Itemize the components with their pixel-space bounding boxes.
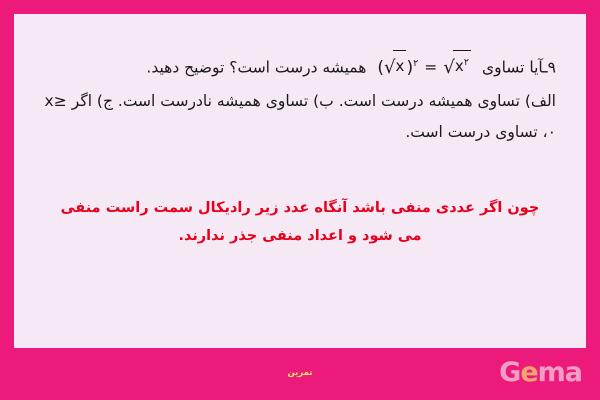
left-radical-sup: ۲ <box>463 57 470 68</box>
radical-left-content: $x^۲$ <box>453 50 471 81</box>
radical-right-group: (√x )$^۲$ <box>376 50 419 86</box>
answer-text: چون اگر عددی منفی باشد آنگاه عدد زیر رادیکال سمت راست منفی می شود و اعداد منفی جذر ندارند. <box>60 200 540 245</box>
right-group-sup: ۲ <box>413 58 419 69</box>
equals-sign: = <box>424 58 438 76</box>
radical-right-content: x <box>393 50 406 81</box>
slide-content <box>14 14 586 348</box>
slide-page <box>14 14 586 348</box>
radical-left: $√x^۲$ <box>442 50 472 86</box>
footer-label: تمرین <box>287 368 313 378</box>
math-expression <box>376 50 472 86</box>
question-text-before: آیا تساوی <box>481 58 544 77</box>
question-options-line: الف) تساوی همیشه درست است. ب) تساوی همیشه نادرست است. ج) اگر ‌x≥ ۰، تساوی درست است. <box>44 92 556 141</box>
watermark-logo: Gema <box>499 357 582 388</box>
question-line-1 <box>44 50 556 86</box>
question-text-after: همیشه درست است؟ توضیح دهید. <box>146 58 367 77</box>
question-number: ۹ـ <box>543 58 556 77</box>
